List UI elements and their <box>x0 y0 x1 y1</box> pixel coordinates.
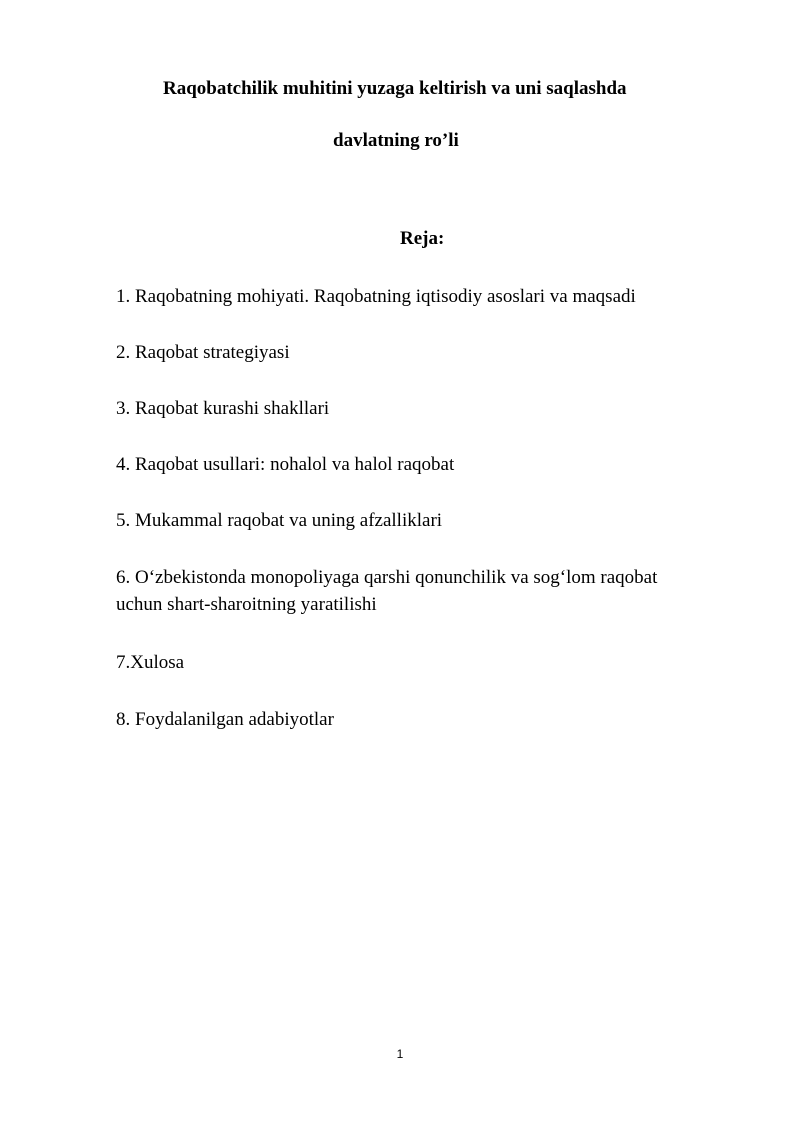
plan-item: 2. Raqobat strategiyasi <box>116 342 290 363</box>
plan-item: 7.Xulosa <box>116 652 185 673</box>
plan-item: 5. Mukammal raqobat va uning afzalliklari <box>116 510 443 531</box>
plan-item: 8. Foydalanilgan adabiyotlar <box>116 709 334 730</box>
plan-item: 6. O‘zbekistonda monopoliyaga qarshi qonunchilik va sog‘lom raqobat uchun shart-sharoitning yaratilishi <box>116 567 658 615</box>
page-number: 1 <box>396 1047 404 1061</box>
plan-item: 3. Raqobat kurashi shakllari <box>116 398 330 419</box>
plan-item: 4. Raqobat usullari: nohalol va halol raqobat <box>116 454 455 475</box>
plan-item: 1. Raqobatning mohiyati. Raqobatning iqtisodiy asoslari va maqsadi <box>116 286 636 307</box>
document-title-line-1: Raqobatchilik muhitini yuzaga keltirish va uni saqlashda <box>163 78 627 99</box>
plan-heading: Reja: <box>400 228 445 249</box>
document-title-line-2: davlatning ro’li <box>333 130 459 151</box>
